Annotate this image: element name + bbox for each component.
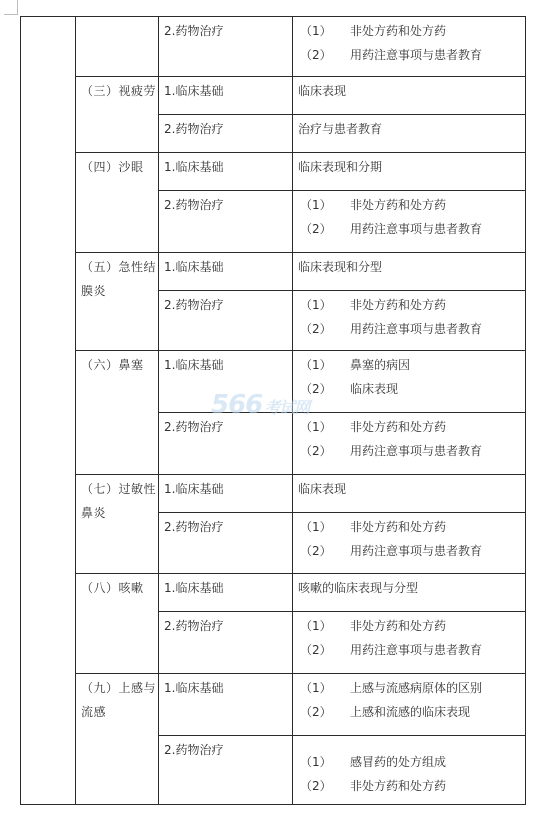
module-label: 2.药物治疗 [164, 24, 224, 38]
category-label: （八）咳嗽 [81, 581, 144, 595]
point-number: （1） [300, 619, 332, 633]
point-text: 临床表现和分期 [298, 160, 383, 174]
point-text: 临床表现和分型 [298, 260, 383, 274]
point-text: 治疗与患者教育 [298, 122, 383, 136]
point-line [298, 676, 525, 700]
point-text: 用药注意事项与患者教育 [350, 643, 483, 657]
watermark-number: 566 [211, 390, 263, 420]
module-label: 2.药物治疗 [164, 420, 224, 434]
module-cell [159, 253, 293, 291]
table-row [21, 574, 526, 612]
category-label-line: 流感 [81, 705, 107, 719]
point-line [298, 614, 525, 638]
module-cell [159, 674, 293, 736]
point-text: 非处方药和处方药 [350, 619, 447, 633]
point-number: （2） [300, 444, 332, 458]
point-line [298, 477, 525, 501]
category-cell [76, 475, 159, 574]
category-cell [76, 253, 159, 351]
point-line [298, 217, 525, 241]
point-line [298, 774, 525, 798]
point-text: 非处方药和处方药 [350, 420, 447, 434]
points-cell [293, 736, 526, 805]
category-label-line: 鼻炎 [81, 506, 107, 520]
points-cell [293, 115, 526, 153]
category-label: （六）鼻塞 [81, 358, 144, 372]
module-label: 1.临床基础 [164, 358, 224, 372]
point-line [298, 700, 525, 724]
point-number: （2） [300, 322, 332, 336]
module-label: 2.药物治疗 [164, 743, 224, 757]
point-text: 感冒药的处方组成 [350, 755, 447, 769]
point-line [298, 79, 525, 103]
module-cell [159, 17, 293, 77]
module-label: 1.临床基础 [164, 482, 224, 496]
points-cell [293, 413, 526, 475]
watermark-suffix: 考试网 [264, 398, 310, 417]
point-line [298, 750, 525, 774]
table-row [21, 674, 526, 736]
point-text: 用药注意事项与患者教育 [350, 544, 483, 558]
point-text: 用药注意事项与患者教育 [350, 48, 483, 62]
category-cell [76, 351, 159, 475]
point-number: （1） [300, 755, 332, 769]
module-cell [159, 574, 293, 612]
points-cell [293, 253, 526, 291]
module-label: 1.临床基础 [164, 681, 224, 695]
point-number: （1） [300, 198, 332, 212]
point-line [298, 638, 525, 662]
point-number: （2） [300, 48, 332, 62]
module-cell [159, 153, 293, 191]
category-label-line: （九）上感与 [81, 681, 157, 695]
points-cell [293, 17, 526, 77]
point-text: 非处方药和处方药 [350, 520, 447, 534]
category-cell [76, 77, 159, 153]
points-cell [293, 153, 526, 191]
syllabus-table [20, 16, 526, 805]
category-cell [76, 674, 159, 805]
point-line [298, 43, 525, 67]
point-number: （1） [300, 24, 332, 38]
point-number: （2） [300, 643, 332, 657]
module-cell [159, 77, 293, 115]
table-row [21, 253, 526, 291]
category-cell [76, 17, 159, 77]
point-line [298, 19, 525, 43]
category-label: （三）视疲劳 [81, 84, 157, 98]
category-cell [76, 153, 159, 253]
point-number: （1） [300, 358, 332, 372]
point-line [298, 377, 525, 401]
module-label: 1.临床基础 [164, 581, 224, 595]
point-number: （2） [300, 705, 332, 719]
point-number: （2） [300, 382, 332, 396]
point-text: 咳嗽的临床表现与分型 [298, 581, 419, 595]
point-number: （1） [300, 298, 332, 312]
module-cell [159, 291, 293, 351]
point-line [298, 317, 525, 341]
point-text: 上感和流感的临床表现 [350, 705, 471, 719]
point-line [298, 353, 525, 377]
point-line [298, 117, 525, 141]
module-label: 2.药物治疗 [164, 298, 224, 312]
table-row [21, 153, 526, 191]
points-cell [293, 291, 526, 351]
point-line [298, 255, 525, 279]
point-text: 上感与流感病原体的区别 [350, 681, 483, 695]
module-cell [159, 413, 293, 475]
module-label: 1.临床基础 [164, 160, 224, 174]
point-number: （1） [300, 681, 332, 695]
point-text: 鼻塞的病因 [350, 358, 411, 372]
module-label: 2.药物治疗 [164, 198, 224, 212]
points-cell [293, 77, 526, 115]
category-label-line: （七）过敏性 [81, 482, 157, 496]
points-cell [293, 674, 526, 736]
category-label-line: （五）急性结 [81, 260, 157, 274]
module-cell [159, 736, 293, 805]
module-label: 2.药物治疗 [164, 619, 224, 633]
point-number: （1） [300, 520, 332, 534]
page-corner-mark [4, 0, 18, 15]
point-line [298, 439, 525, 463]
point-text: 临床表现 [298, 482, 347, 496]
point-number: （2） [300, 779, 332, 793]
module-cell [159, 612, 293, 674]
category-label: （四）沙眼 [81, 160, 144, 174]
point-text: 非处方药和处方药 [350, 24, 447, 38]
module-cell [159, 191, 293, 253]
module-cell [159, 513, 293, 574]
point-line [298, 155, 525, 179]
points-cell [293, 351, 526, 413]
point-text: 用药注意事项与患者教育 [350, 444, 483, 458]
points-cell [293, 475, 526, 513]
point-text: 用药注意事项与患者教育 [350, 222, 483, 236]
module-label: 1.临床基础 [164, 84, 224, 98]
point-text: 非处方药和处方药 [350, 779, 447, 793]
table-row [21, 351, 526, 413]
table-row [21, 17, 526, 77]
category-cell [76, 574, 159, 674]
point-line [298, 293, 525, 317]
point-line [298, 576, 525, 600]
point-line [298, 539, 525, 563]
module-label: 1.临床基础 [164, 260, 224, 274]
points-cell [293, 513, 526, 574]
table-row [21, 475, 526, 513]
table-row [21, 77, 526, 115]
category-label-line: 膜炎 [81, 284, 107, 298]
point-text: 非处方药和处方药 [350, 298, 447, 312]
points-cell [293, 191, 526, 253]
point-line [298, 515, 525, 539]
point-number: （2） [300, 544, 332, 558]
point-text: 临床表现 [298, 84, 347, 98]
point-text: 用药注意事项与患者教育 [350, 322, 483, 336]
module-cell [159, 475, 293, 513]
module-cell [159, 351, 293, 413]
unit-column-cell [21, 17, 76, 805]
point-number: （2） [300, 222, 332, 236]
point-line [298, 193, 525, 217]
point-text: 非处方药和处方药 [350, 198, 447, 212]
module-cell [159, 115, 293, 153]
module-label: 2.药物治疗 [164, 520, 224, 534]
point-text: 临床表现 [350, 382, 399, 396]
point-number: （1） [300, 420, 332, 434]
module-label: 2.药物治疗 [164, 122, 224, 136]
points-cell [293, 574, 526, 612]
point-line [298, 415, 525, 439]
points-cell [293, 612, 526, 674]
